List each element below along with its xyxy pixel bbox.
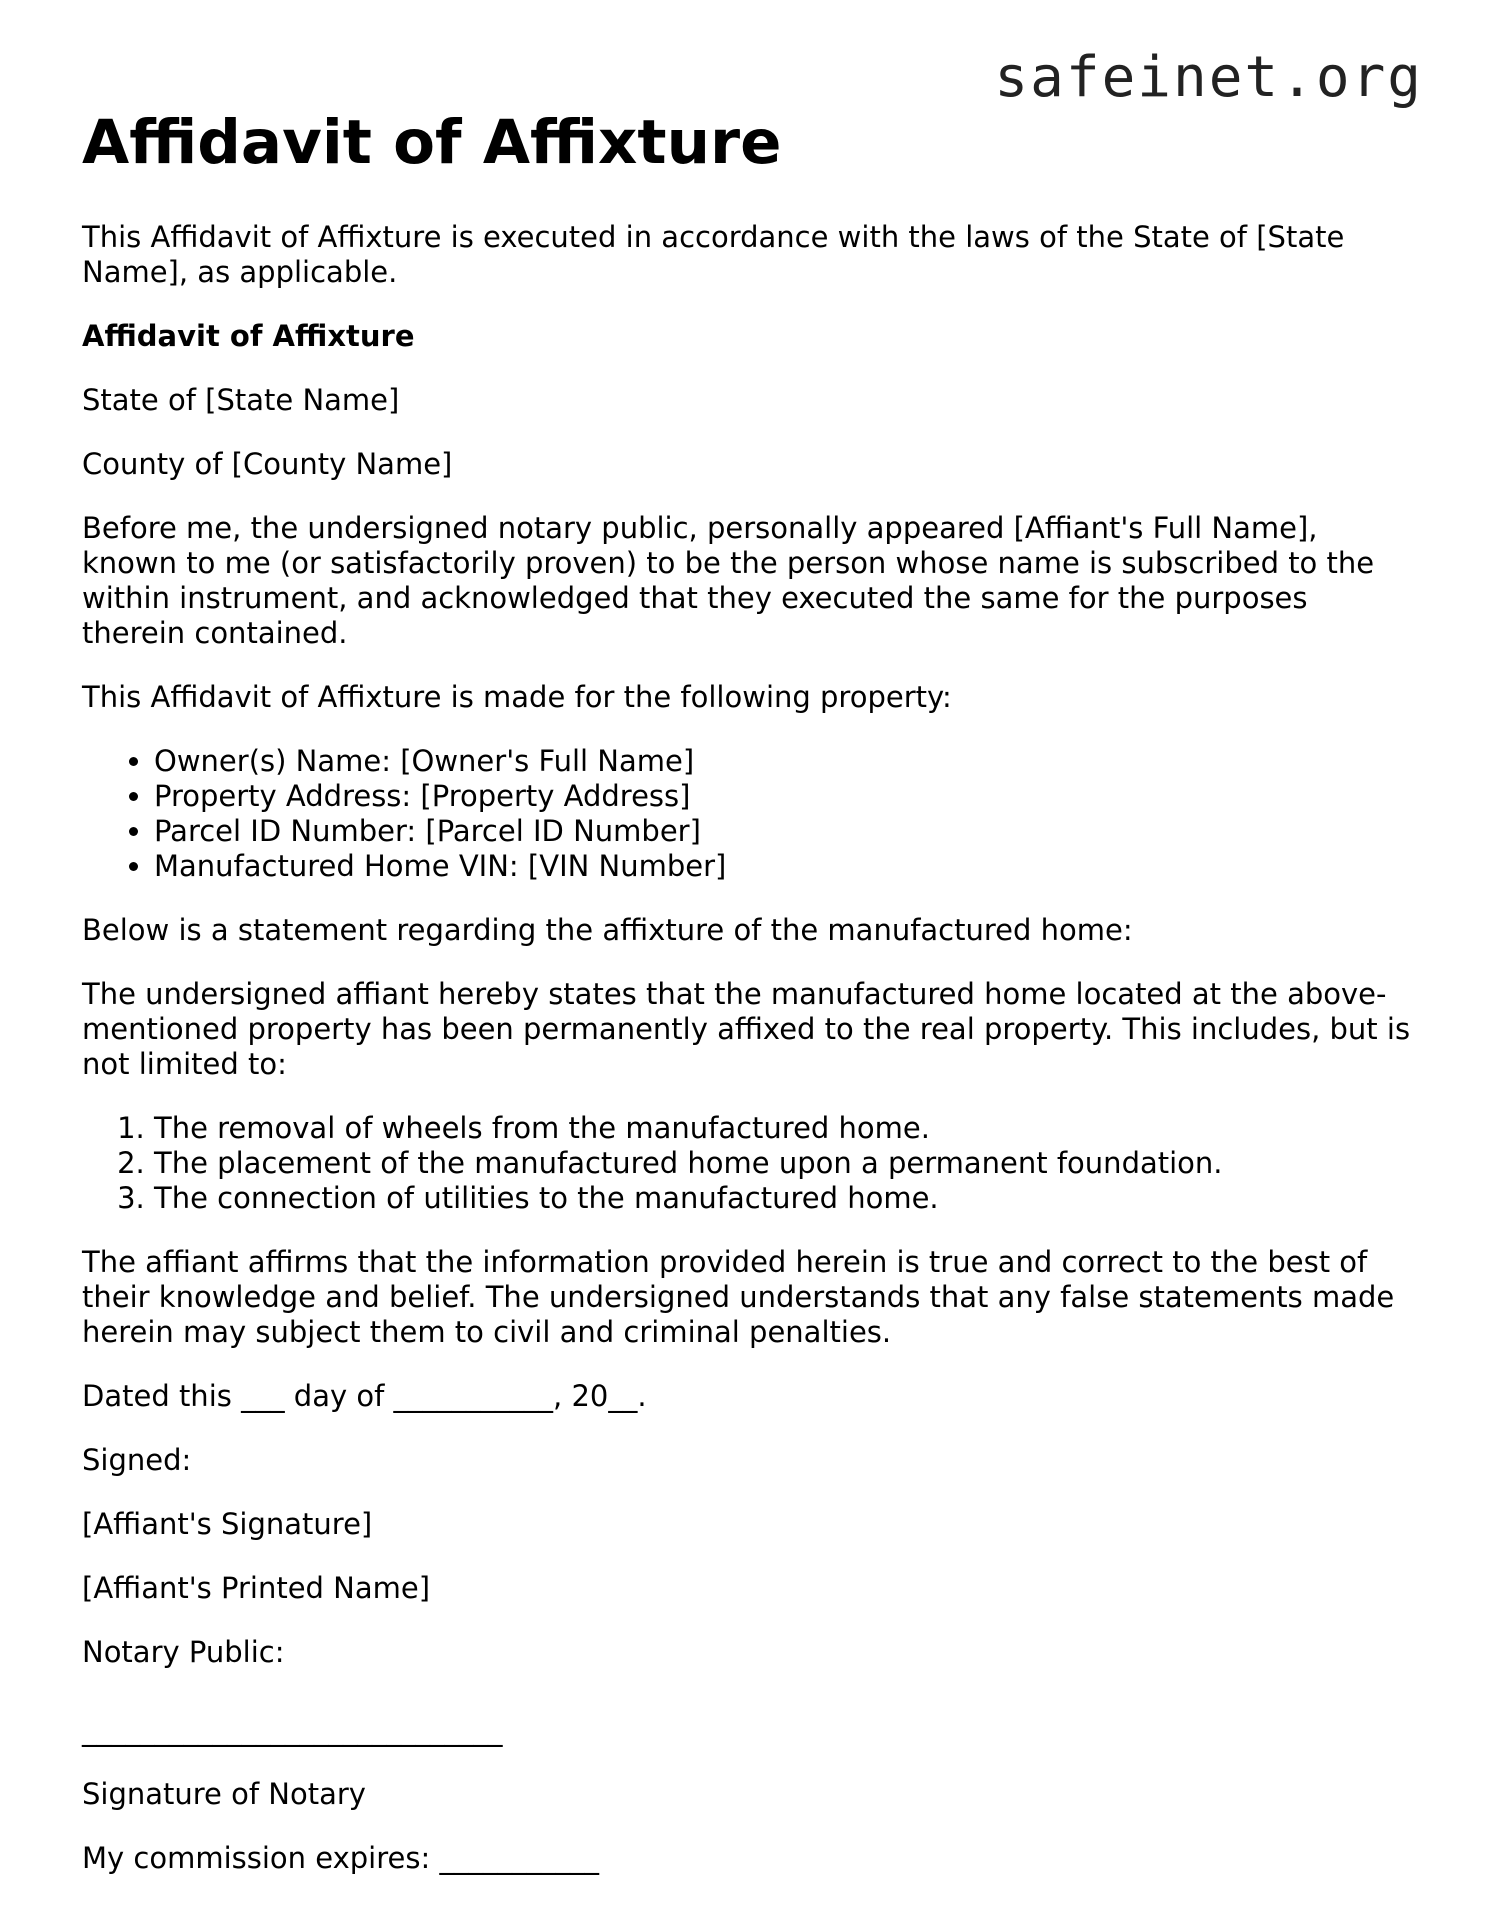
affixture-item-utilities: 3. The connection of utilities to the manufactured home. [154,1181,1412,1216]
affixture-item-wheels: 1. The removal of wheels from the manufactured home. [154,1111,1412,1146]
intro-paragraph: This Affidavit of Affixture is executed in accordance with the laws of the State of [State Name], as applicable. [82,220,1345,290]
affixture-item-foundation: 2. The placement of the manufactured home upon a permanent foundation. [154,1146,1412,1181]
statement-paragraph: The undersigned affiant hereby states that the manufactured home located at the above-mentioned property has been permanently affixed to the real property. This includes, but is not limited to: [82,977,1411,1082]
notary-label: Notary Public: [82,1635,285,1670]
property-item-vin: • Manufactured Home VIN: [VIN Number] [154,849,1412,884]
affirmation-paragraph: The affiant affirms that the information provided herein is true and correct to the best of their knowledge and belief. The undersigned understands that any false statements made herein may subject them to civil and criminal penalties. [82,1245,1395,1350]
dated-line: Dated this ___ day of ___________, 20__. [82,1379,647,1414]
property-intro: This Affidavit of Affixture is made for the following property: [82,680,952,715]
affiant-signature: [Affiant's Signature] [82,1507,373,1542]
watermark-text: safeinet.org [994,45,1423,110]
property-list [82,744,1412,884]
property-item-parcel: • Parcel ID Number: [Parcel ID Number] [154,814,1412,849]
appearance-paragraph: Before me, the undersigned notary public, personally appeared [Affiant's Full Name], known to me (or satisfactorily proven) to be the person whose name is subscribed to the within instrument, and acknowledged that they executed the same for the purposes therein contained. [82,511,1375,651]
statement-intro: Below is a statement regarding the affixture of the manufactured home: [82,913,1133,948]
property-item-address: • Property Address: [Property Address] [154,779,1412,814]
affiant-printed-name: [Affiant's Printed Name] [82,1571,431,1606]
affixture-list [82,1111,1412,1216]
document-title: Affidavit of Affixture [82,107,782,178]
commission-line: My commission expires: ___________ [82,1841,599,1876]
property-item-owner: • Owner(s) Name: [Owner's Full Name] [154,744,1412,779]
section-heading: Affidavit of Affixture [82,319,415,354]
notary-signature-label: Signature of Notary [82,1777,366,1812]
state-line: State of [State Name] [82,383,400,418]
county-line: County of [County Name] [82,447,453,482]
notary-signature-line: _____________________________ [82,1713,503,1748]
document-body [82,108,1412,1905]
signed-label: Signed: [82,1443,192,1478]
